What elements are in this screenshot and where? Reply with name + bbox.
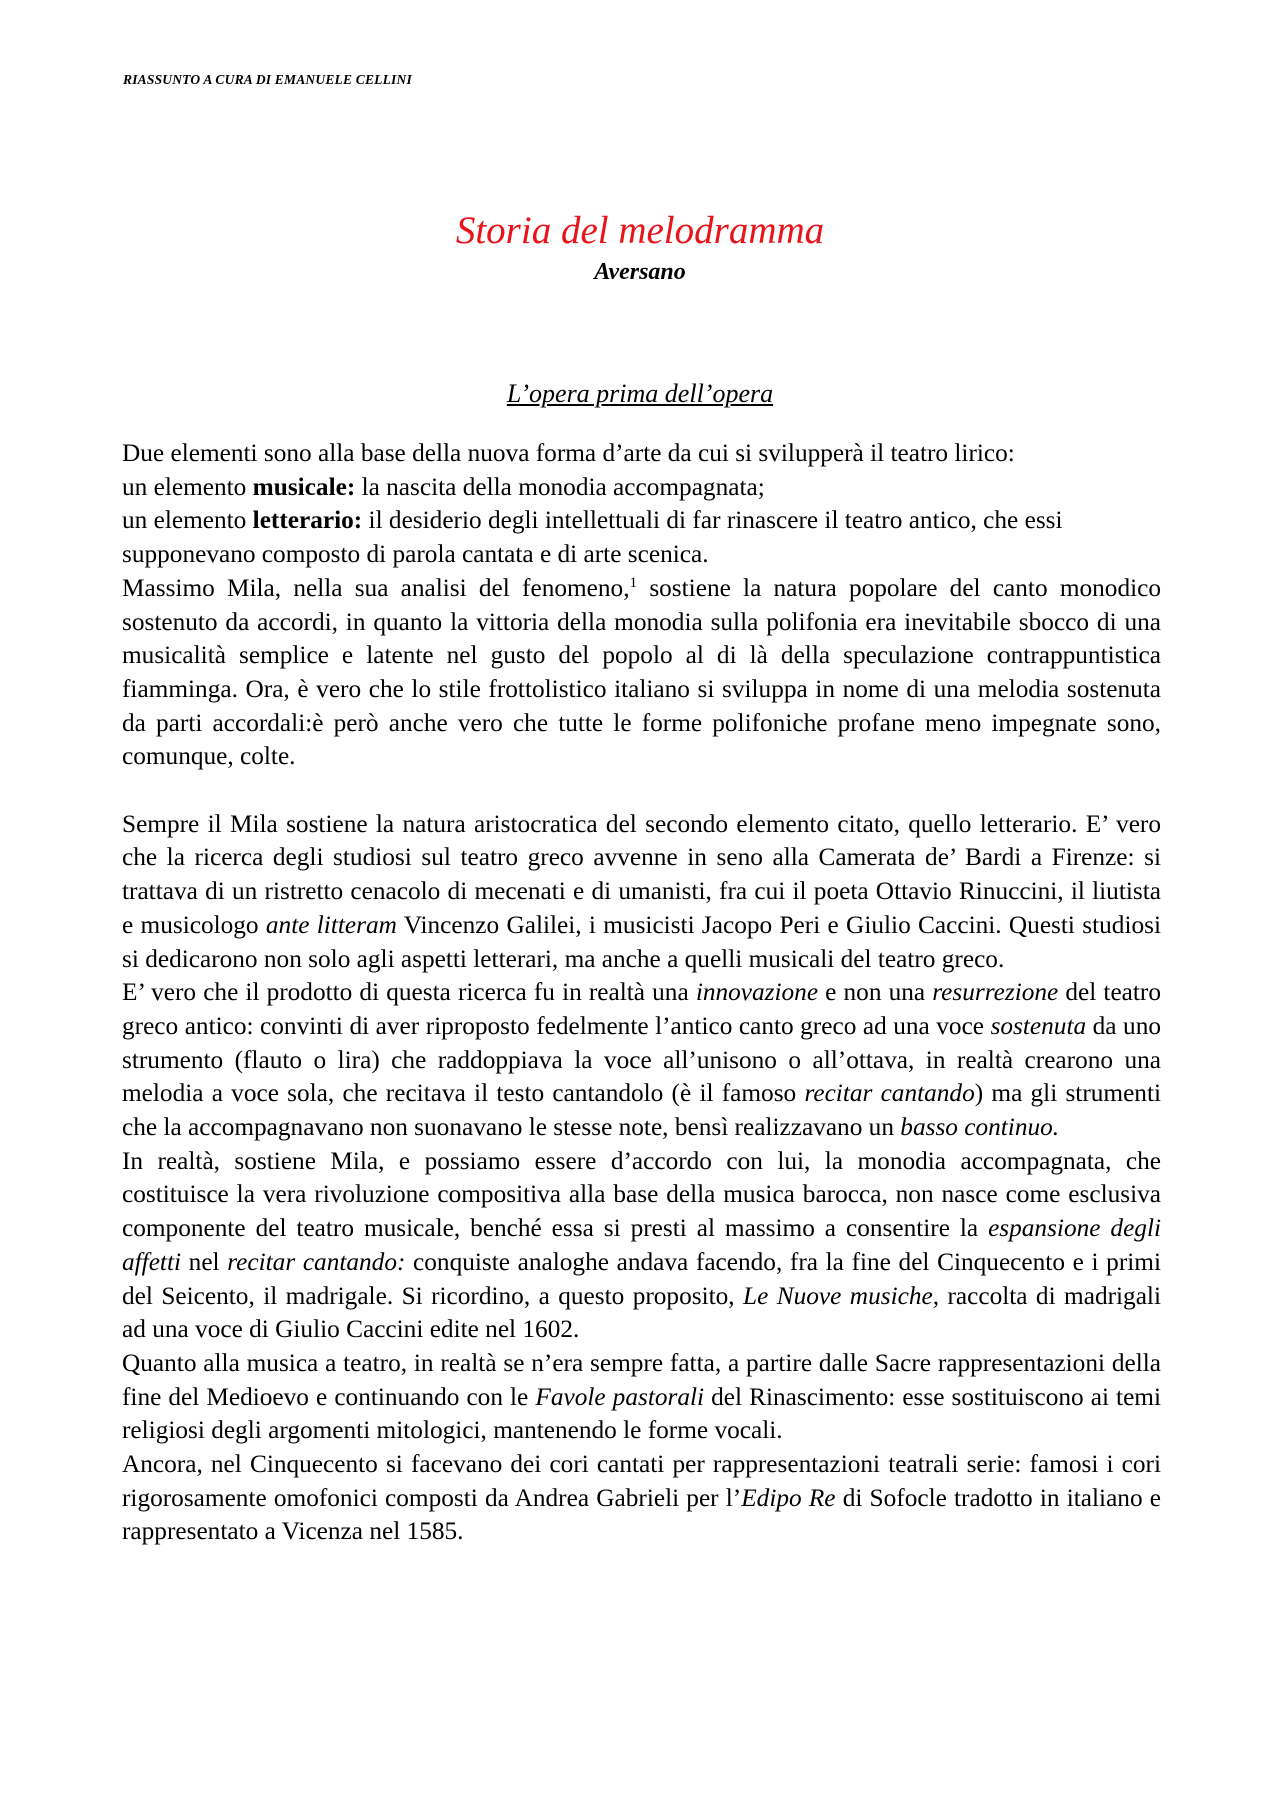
item-text: il desiderio degli intellettuali di far rinascere il teatro antico, che essi supponevano composto di parola cantata e di arte scenica. (122, 506, 1063, 569)
italic-term: basso continuo. (900, 1113, 1060, 1142)
theatre-music-paragraph (122, 1347, 1161, 1448)
paragraph-gap (122, 774, 1161, 808)
item-prefix: un elemento (122, 506, 253, 535)
text-run: In realtà, sostiene Mila, e possiamo essere d’accordo con lui, la monodia accompagnata, che costituisce la vera rivoluzione compositiva alla base della musica barocca, non nasce come esclusiva componente del teatro musicale, benché essa si presti al massimo a consentire la (122, 1146, 1161, 1243)
item-prefix: un elemento (122, 472, 253, 501)
text-run: Vincenzo Galilei, i musicisti Jacopo Peri e Giulio Caccini. Questi studiosi si dedicarono non solo agli aspetti letterari, ma anche a quelli musicali del teatro greco. (122, 910, 1161, 973)
italic-term: espansione degli affetti (122, 1214, 1161, 1276)
running-header: RIASSUNTO A CURA DI EMANUELE CELLINI (123, 72, 412, 87)
footnote-reference[interactable]: 1 (629, 573, 638, 591)
monody-paragraph (122, 1145, 1161, 1347)
italic-term: Le Nuove musiche, (743, 1281, 940, 1310)
text-run: del Rinascimento: esse sostituiscono ai temi religiosi degli argomenti mitologici, mantenendo le forme vocali. (122, 1382, 1162, 1445)
choirs-paragraph (122, 1448, 1161, 1549)
text-run: e non una (818, 978, 933, 1007)
text-run: E’ vero che il prodotto di questa ricerca fu in realtà una (122, 978, 696, 1007)
italic-term: recitar cantando: (227, 1247, 406, 1276)
italic-term: ante litteram (265, 910, 397, 939)
italic-term: recitar cantando (804, 1079, 975, 1108)
text-run: di Sofocle tradotto in italiano e rappresentato a Vicenza nel 1585. (122, 1483, 1161, 1546)
italic-term: innovazione (695, 978, 819, 1007)
text-run: Massimo Mila, nella sua analisi del fenomeno, (122, 573, 630, 602)
mila-paragraph (122, 572, 1161, 774)
text-run: Ancora, nel Cinquecento si facevano dei cori cantati per rappresentazioni teatrali serie: famosi i cori rigorosamente omofonici composti da Andrea Gabrieli per l’ (122, 1450, 1161, 1512)
italic-term: Favole pastorali (535, 1382, 705, 1411)
text-run: raccolta di madrigali ad una voce di Giulio Caccini edite nel 1602. (122, 1281, 1161, 1344)
item-text: la nascita della monodia accompagnata; (355, 472, 765, 501)
text-run: nel (181, 1247, 228, 1276)
text-run: conquiste analoghe andava facendo, fra la fine del Cinquecento e i primi del Seicento, il madrigale. Si ricordino, a questo proposito, (122, 1247, 1161, 1310)
text-run: Sempre il Mila sostiene la natura aristocratica del secondo elemento citato, quello letterario. E’ vero che la ricerca degli studiosi sul teatro greco avvenne in seno alla Camerata de’ Bardi a Firenze: si trattava di un ristretto cenacolo di mecenati e di umanisti, fra cui il poeta Ottavio Rinuccini, il liutista e musicologo (122, 809, 1161, 939)
item-keyword: musicale: (252, 472, 356, 501)
intro-paragraph: Due elementi sono alla base della nuova forma d’arte da cui si svilupperà il teatro lirico: (122, 439, 1015, 467)
text-run: sostiene la natura popolare del canto monodico sostenuto da accordi, in quanto la vittoria della monodia sulla polifonia era inevitabile sbocco di una musicalità semplice e latente nel gusto del popolo al di là della speculazione contrappuntistica fiamminga. Ora, è vero che lo stile frottolistico italiano si sviluppa in nome di una melodia sostenuta da parti accordali:è però anche vero che tutte le forme polifoniche profane meno impegnate sono, comunque, colte. (122, 573, 1161, 771)
element-literary-line (122, 504, 1161, 571)
aristocratic-paragraph (122, 808, 1161, 977)
item-keyword: letterario: (252, 506, 363, 535)
document-title: Storia del melodramma (455, 209, 825, 252)
innovation-paragraph (122, 976, 1161, 1145)
italic-term: Edipo Re (741, 1483, 836, 1512)
text-run: Quanto alla musica a teatro, in realtà se n’era sempre fatta, a partire dalle Sacre rappresentazioni della fine del Medioevo e continuando con le (122, 1348, 1161, 1411)
element-musical-line (122, 471, 1161, 505)
body-text (122, 437, 1161, 1549)
italic-term: resurrezione (932, 978, 1059, 1007)
text-run: ) ma gli strumenti che la accompagnavano non suonavano le stesse note, bensì realizzavano un (122, 1079, 1162, 1142)
document-author: Aversano (594, 259, 686, 285)
italic-term: sostenuta (990, 1011, 1087, 1040)
text-run: del teatro greco antico: convinti di aver riproposto fedelmente l’antico canto greco ad una voce (122, 978, 1161, 1040)
text-run: da uno strumento (flauto o lira) che raddoppiava la voce all’unisono o all’ottava, in realtà crearono una melodia a voce sola, che recitava il testo cantandolo (è il famoso (122, 1011, 1161, 1108)
section-heading: L’opera prima dell’opera (506, 379, 774, 408)
